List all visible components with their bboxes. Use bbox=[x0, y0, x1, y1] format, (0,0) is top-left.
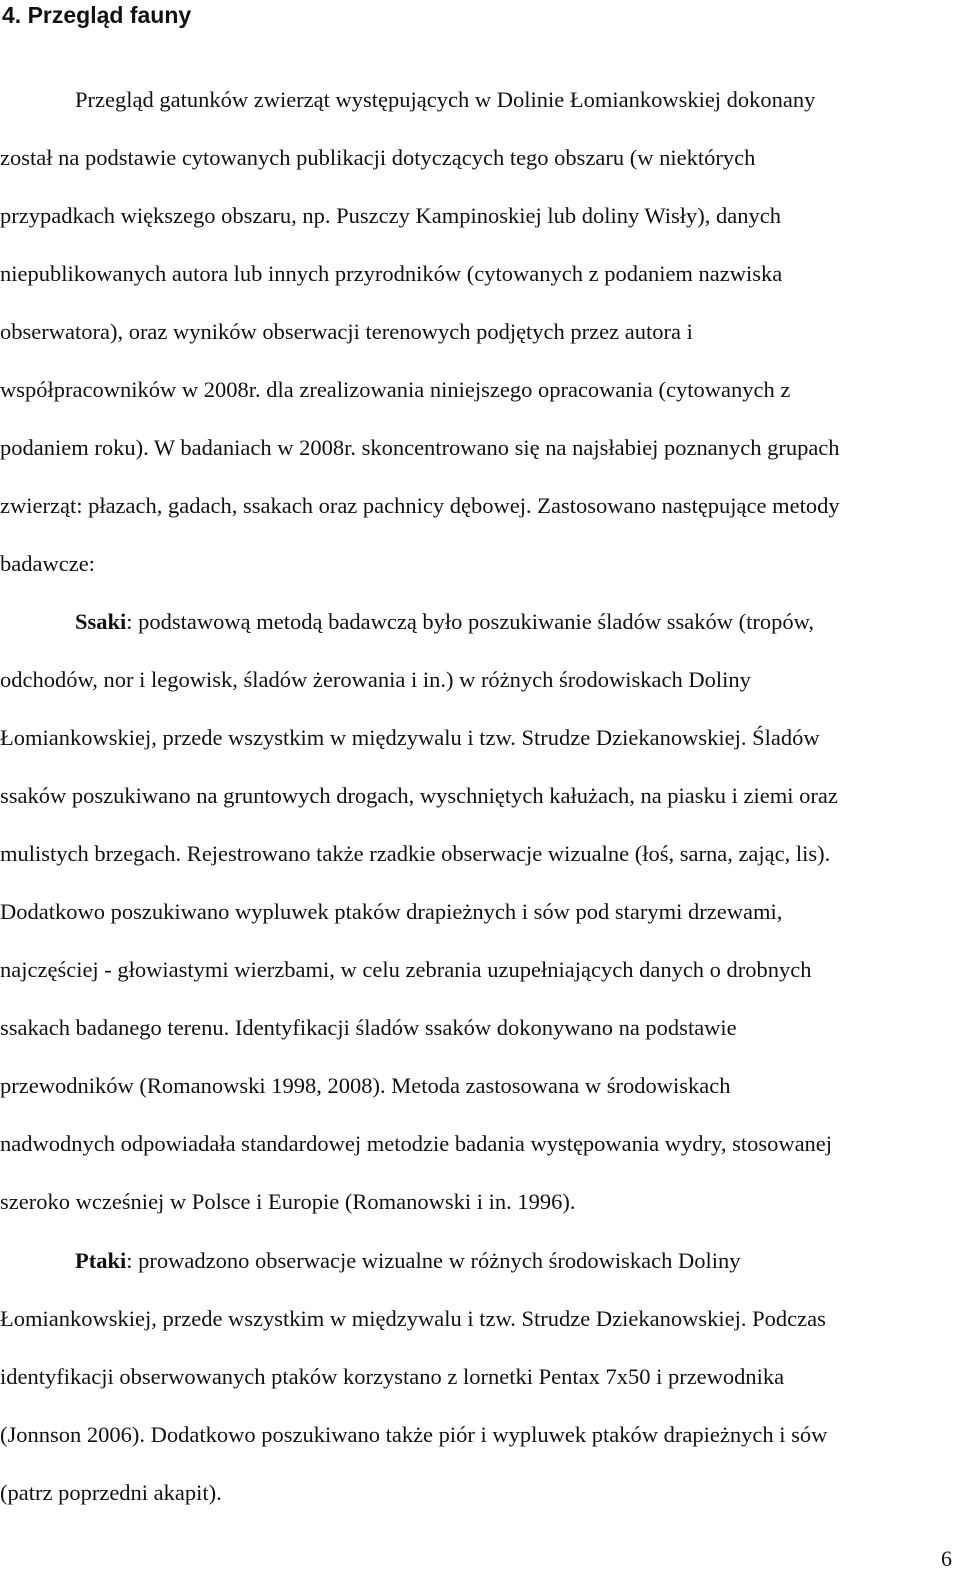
paragraph-2-line-2: odchodów, nor i legowisk, śladów żerowania i in.) w różnych środowiskach Doliny bbox=[0, 667, 751, 692]
paragraph-2-line-7: najczęściej - głowiastymi wierzbami, w celu zebrania uzupełniających danych o drobnych bbox=[0, 957, 812, 982]
paragraph-2-line-1 bbox=[75, 607, 814, 637]
birds-label: Ptaki bbox=[75, 1248, 127, 1273]
mammals-label: Ssaki bbox=[75, 609, 127, 634]
paragraph-1-line-7: podaniem roku). W badaniach w 2008r. skoncentrowano się na najsłabiej poznanych grupach bbox=[0, 435, 840, 460]
paragraph-2-line-11: szeroko wcześniej w Polsce i Europie (Romanowski i in. 1996). bbox=[0, 1189, 576, 1214]
paragraph-3-line-5: (patrz poprzedni akapit). bbox=[0, 1480, 222, 1505]
paragraph-1-line-3: przypadkach większego obszaru, np. Puszczy Kampinoskiej lub doliny Wisły), danych bbox=[0, 203, 781, 228]
paragraph-1-line-6: współpracowników w 2008r. dla zrealizowania niniejszego opracowania (cytowanych z bbox=[0, 377, 791, 402]
paragraph-1-line-1: Przegląd gatunków zwierząt występujących w Dolinie Łomiankowskiej dokonany bbox=[75, 87, 816, 112]
paragraph-1-line-2: został na podstawie cytowanych publikacji dotyczących tego obszaru (w niektórych bbox=[0, 145, 756, 170]
paragraph-1-line-4: niepublikowanych autora lub innych przyrodników (cytowanych z podaniem nazwiska bbox=[0, 261, 783, 286]
paragraph-2-line-5: mulistych brzegach. Rejestrowano także rzadkie obserwacje wizualne (łoś, sarna, zając, lis). bbox=[0, 841, 831, 866]
paragraph-2-line-10: nadwodnych odpowiadała standardowej metodzie badania występowania wydry, stosowanej bbox=[0, 1131, 833, 1156]
paragraph-2-line-3: Łomiankowskiej, przede wszystkim w międzywalu i tzw. Strudze Dziekanowskiej. Śladów bbox=[0, 725, 820, 750]
mammals-lead-text: : podstawową metodą badawczą było poszukiwanie śladów ssaków (tropów, bbox=[126, 609, 815, 634]
paragraph-2-line-9: przewodników (Romanowski 1998, 2008). Metoda zastosowana w środowiskach bbox=[0, 1073, 731, 1098]
paragraph-1-line-5: obserwatora), oraz wyników obserwacji terenowych podjętych przez autora i bbox=[0, 319, 693, 344]
paragraph-1-line-9: badawcze: bbox=[0, 551, 95, 576]
paragraph-3-line-2: Łomiankowskiej, przede wszystkim w międzywalu i tzw. Strudze Dziekanowskiej. Podczas bbox=[0, 1306, 826, 1331]
paragraph-2-line-4: ssaków poszukiwano na gruntowych drogach, wyschniętych kałużach, na piasku i ziemi oraz bbox=[0, 783, 838, 808]
section-heading: 4. Przegląd fauny bbox=[2, 2, 192, 28]
paragraph-2-line-8: ssakach badanego terenu. Identyfikacji śladów ssaków dokonywano na podstawie bbox=[0, 1015, 737, 1040]
paragraph-3-line-1 bbox=[75, 1246, 740, 1276]
paragraph-1-line-8: zwierząt: płazach, gadach, ssakach oraz pachnicy dębowej. Zastosowano następujące metody bbox=[0, 493, 840, 518]
paragraph-3-line-3: identyfikacji obserwowanych ptaków korzystano z lornetki Pentax 7x50 i przewodnika bbox=[0, 1364, 785, 1389]
birds-lead-text: : prowadzono obserwacje wizualne w różnych środowiskach Doliny bbox=[126, 1248, 741, 1273]
paragraph-3-line-4: (Jonnson 2006). Dodatkowo poszukiwano także piór i wypluwek ptaków drapieżnych i sów bbox=[0, 1422, 828, 1447]
paragraph-2-line-6: Dodatkowo poszukiwano wypluwek ptaków drapieżnych i sów pod starymi drzewami, bbox=[0, 899, 783, 924]
page-number: 6 bbox=[941, 1546, 952, 1571]
